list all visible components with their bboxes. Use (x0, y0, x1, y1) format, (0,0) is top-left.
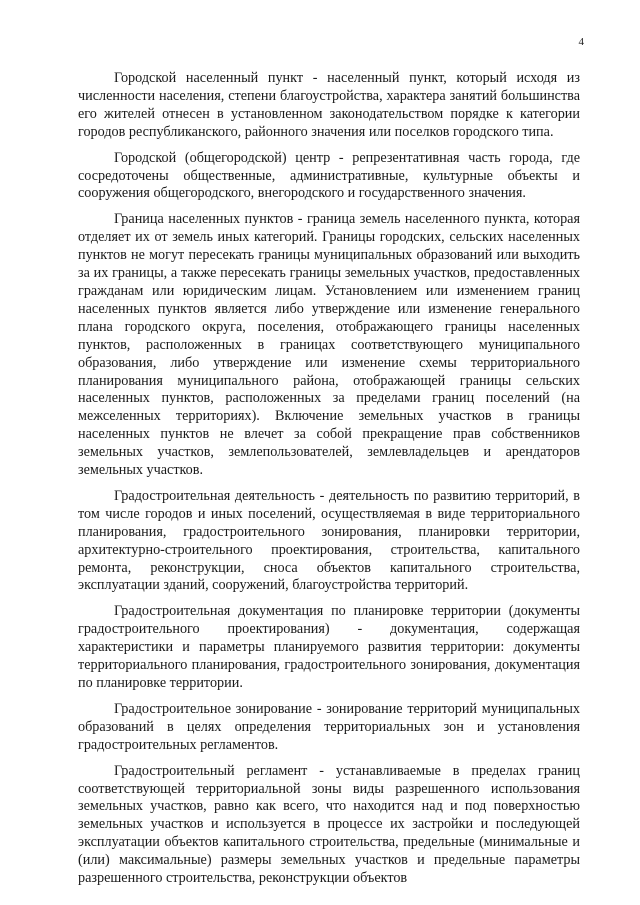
paragraph-settlement-boundary: Граница населенных пунктов - граница земель населенного пункта, которая отделяет их от земель иных категорий. Границы городских, сельских населенных пунктов не могут пересекать границы муниципальных образований или выходить за их границы, а также пересекать границы земельных участков, предоставленных гражданам или юридическим лицам. Установлением или изменением границ населенных пунктов является либо утверждение или изменение генерального плана городского округа, поселения, отображающего границы населенных пунктов, расположенных в границах соответствующего муниципального образования, либо утверждение или изменение схемы территориального планирования муниципального района, отображающей границы сельских населенных пунктов, расположенных за пределами границ поселений (на межселенных территориях). Включение земельных участков в границы населенных пунктов не влечет за собой прекращение прав собственников земельных участков, землепользователей, землевладельцев и арендаторов земельных участков. (78, 211, 580, 479)
paragraph-planning-documentation: Градостроительная документация по планировке территории (документы градостроительного проектирования) - документация, содержащая характеристики и параметры планируемого развития территории: документы территориального планирования, градостроительного зонирования, документация по планировке территории. (78, 603, 580, 691)
page-body (78, 70, 580, 888)
paragraph-city-center: Городской (общегородской) центр - репрезентативная часть города, где сосредоточены общественные, административные, культурные объекты и сооружения общегородского, внегородского и государственного значения. (78, 149, 580, 202)
paragraph-city-settlement: Городской населенный пункт - населенный пункт, который исходя из численности населения, степени благоустройства, характера занятий большинства его жителей отнесен в установленном законодательством порядке к категории городов республиканского, районного значения или поселков городского типа. (78, 70, 580, 140)
paragraph-urban-regulations: Градостроительный регламент - устанавливаемые в пределах границ соответствующей территориальной зоны виды разрешенного использования земельных участков, равно как всего, что находится над и под поверхностью земельных участков и используется в процессе их застройки и последующей эксплуатации объектов капитального строительства, предельные (минимальные и (или) максимальные) размеры земельных участков и предельные параметры разрешенного строительства, реконструкции объектов (78, 762, 580, 887)
page-number: 4 (578, 36, 584, 48)
paragraph-urban-zoning: Градостроительное зонирование - зонирование территорий муниципальных образований в целях определения территориальных зон и установления градостроительных регламентов. (78, 700, 580, 753)
paragraph-urban-planning-activity: Градостроительная деятельность - деятельность по развитию территорий, в том числе городов и иных поселений, осуществляемая в виде территориального планирования, градостроительного зонирования, планировки территории, архитектурно-строительного проектирования, строительства, капитального ремонта, реконструкции, сноса объектов капитального строительства, эксплуатации зданий, сооружений, благоустройства территорий. (78, 487, 580, 594)
